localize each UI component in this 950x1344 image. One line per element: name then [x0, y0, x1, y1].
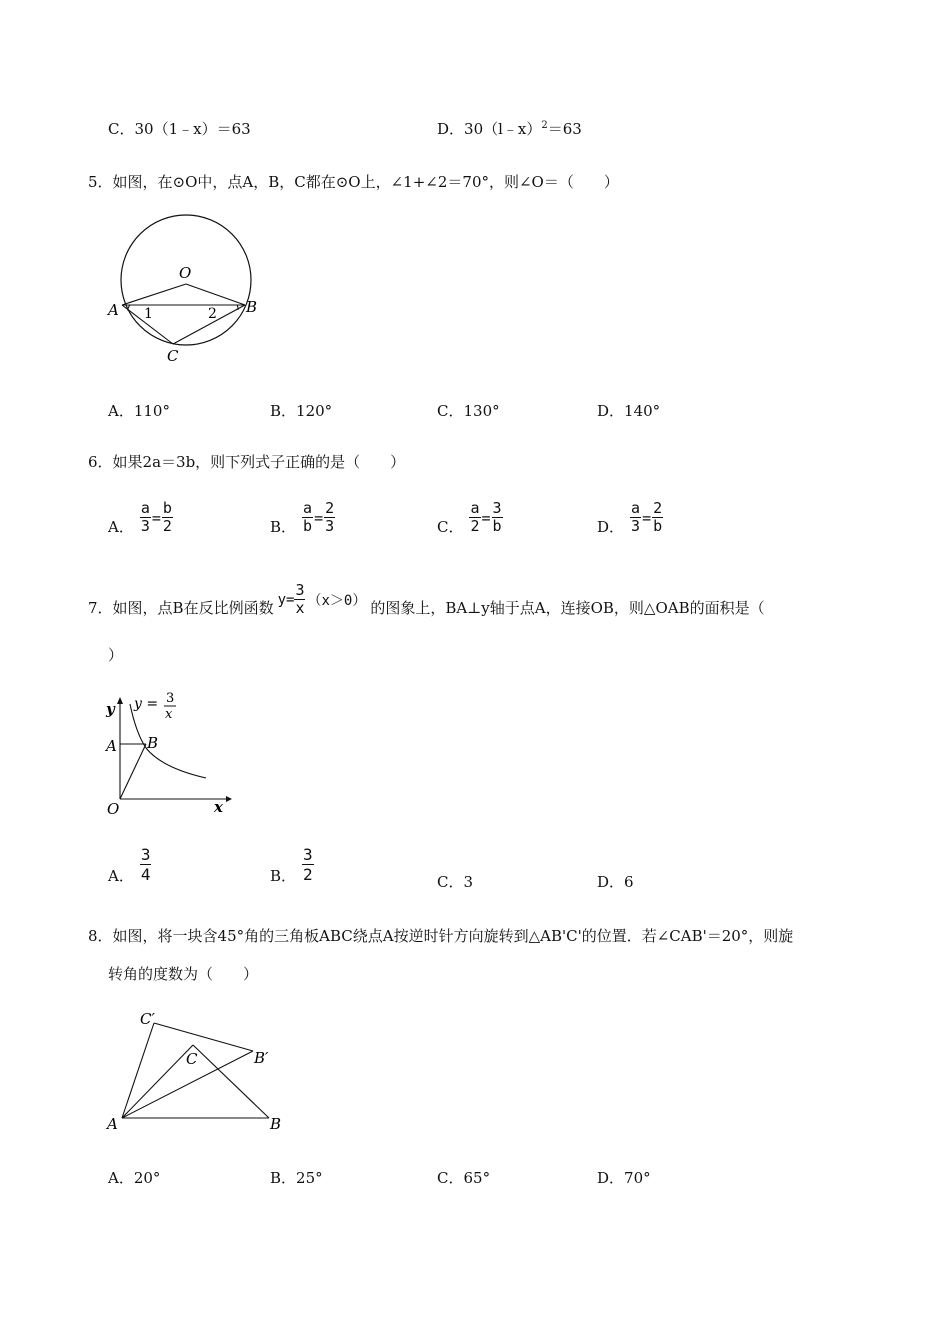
q6-option-d-label: D．	[597, 518, 625, 536]
q7-stem	[88, 581, 765, 625]
q4-option-c: C．30（1﹣x）＝63	[108, 120, 251, 138]
q7-label-b: B	[147, 734, 159, 752]
q5-label-b: B	[246, 298, 258, 316]
frac-denominator: 2	[470, 517, 480, 535]
frac-denominator: 3	[325, 517, 335, 535]
q7-segment-ob	[120, 744, 146, 799]
equals-sign: =	[151, 508, 161, 527]
frac-numerator: 3	[303, 845, 313, 864]
q7-stem-line2: ）	[108, 646, 124, 664]
frac-numerator: a	[631, 499, 641, 517]
q8-segment-ac	[122, 1045, 193, 1118]
q6-option-b-right-fraction	[324, 500, 335, 535]
q4-option-d-exponent: 2	[541, 120, 548, 131]
q7-stem-pre: 7．如图，点B在反比例函数	[88, 599, 274, 617]
q6-option-b	[270, 500, 335, 535]
q6-option-a-label: A．	[108, 518, 134, 536]
q5-stem: 5．如图，在⊙O中，点A，B，C都在⊙O上，∠1+∠2＝70°，则∠O＝（ ）	[88, 173, 619, 191]
q7-option-a	[108, 845, 151, 884]
q6-option-c	[437, 500, 503, 535]
frac-denominator: b	[492, 517, 502, 535]
q5-option-a: A．110°	[108, 402, 170, 420]
q8-stem-line2: 转角的度数为（ ）	[108, 965, 259, 983]
q8-figure	[100, 1005, 300, 1140]
q7-option-b-fraction	[302, 845, 314, 884]
frac-numerator: a	[303, 499, 313, 517]
q5-option-c: C．130°	[437, 402, 500, 420]
q5-option-d: D．140°	[597, 402, 661, 420]
q5-label-2: 2	[208, 306, 217, 322]
q8-label-b: B	[270, 1115, 282, 1133]
q6-stem: 6．如果2a＝3b，则下列式子正确的是（ ）	[88, 453, 406, 471]
frac-denominator: b	[653, 517, 663, 535]
frac-numerator: 2	[325, 499, 335, 517]
q8-stem-line1: 8．如图，将一块含45°角的三角板ABC绕点A按逆时针方向旋转到△AB'C'的位置．若∠CAB'＝20°，则旋	[88, 927, 794, 945]
q7-curve-label-num: 3	[166, 691, 175, 706]
q5-option-b: B．120°	[270, 402, 333, 420]
q5-line-oa	[122, 284, 186, 305]
q7-function-y: y=	[277, 591, 295, 608]
q7-function-condition: （x＞0）	[307, 592, 367, 609]
frac-numerator: 3	[295, 581, 305, 599]
q6-option-d-left-fraction	[630, 500, 641, 535]
equals-sign: =	[642, 508, 652, 527]
q8-option-d: D．70°	[597, 1169, 651, 1187]
q8-segment-c-prime-b-prime	[154, 1023, 253, 1051]
q5-label-o: O	[179, 264, 192, 282]
frac-denominator: 2	[303, 865, 313, 884]
q7-label-a: A	[106, 737, 117, 755]
frac-numerator: a	[470, 499, 480, 517]
equals-sign: =	[481, 508, 491, 527]
q7-option-d: D．6	[597, 873, 634, 891]
q5-label-a: A	[108, 301, 119, 319]
q5-figure	[100, 205, 270, 375]
q6-option-a	[108, 500, 173, 535]
frac-denominator: 2	[162, 517, 172, 535]
q7-stem-post: 的图象上，BA⊥y轴于点A，连接OB，则△OAB的面积是（	[370, 599, 765, 617]
frac-denominator: 3	[140, 517, 150, 535]
q7-x-arrow	[226, 796, 232, 802]
frac-numerator: 2	[653, 499, 663, 517]
q8-option-a: A．20°	[108, 1169, 161, 1187]
q8-label-b-prime: B′	[254, 1049, 269, 1067]
frac-denominator: 3	[631, 517, 641, 535]
q5-label-1: 1	[144, 306, 153, 322]
q7-curve-label-den: x	[165, 707, 173, 722]
q7-curve-label-y: y =	[134, 696, 159, 712]
q8-label-c: C	[186, 1050, 198, 1068]
equals-sign: =	[314, 508, 324, 527]
q7-option-c: C．3	[437, 873, 474, 891]
q6-option-a-right-fraction	[162, 500, 173, 535]
q6-option-b-label: B．	[270, 518, 297, 536]
q7-y-arrow	[117, 697, 123, 704]
q4-option-d-rhs: ＝63	[547, 120, 582, 138]
q7-option-b	[270, 845, 314, 884]
q7-label-x: x	[214, 798, 223, 816]
q6-option-c-left-fraction	[469, 500, 480, 535]
q8-label-a: A	[107, 1115, 118, 1133]
frac-numerator: b	[162, 499, 172, 517]
frac-denominator: x	[295, 599, 305, 617]
q7-label-o: O	[107, 800, 120, 818]
q6-option-c-label: C．	[437, 518, 464, 536]
q7-figure	[100, 688, 240, 823]
q7-function-fraction	[294, 582, 305, 617]
frac-numerator: 3	[140, 845, 151, 864]
frac-numerator: 3	[492, 499, 502, 517]
q6-option-a-left-fraction	[140, 500, 151, 535]
q7-option-a-label: A．	[108, 867, 134, 885]
q6-option-d	[597, 500, 663, 535]
q4-option-d	[437, 118, 582, 139]
q8-option-b: B．25°	[270, 1169, 323, 1187]
q5-label-c: C	[167, 347, 179, 365]
frac-denominator: b	[303, 517, 313, 535]
q7-option-a-fraction	[140, 845, 152, 884]
q6-option-b-left-fraction	[302, 500, 313, 535]
q4-option-d-base: D．30（l﹣x）	[437, 120, 542, 138]
frac-numerator: a	[140, 499, 150, 517]
q7-function-expr	[278, 582, 367, 617]
frac-denominator: 4	[140, 865, 151, 884]
q8-label-c-prime: C′	[140, 1010, 155, 1028]
q5-line-ob	[186, 284, 245, 305]
q7-label-y: y	[106, 700, 115, 718]
q8-option-c: C．65°	[437, 1169, 491, 1187]
q7-option-b-label: B．	[270, 867, 297, 885]
q6-option-d-right-fraction	[652, 500, 663, 535]
q6-option-c-right-fraction	[492, 500, 503, 535]
